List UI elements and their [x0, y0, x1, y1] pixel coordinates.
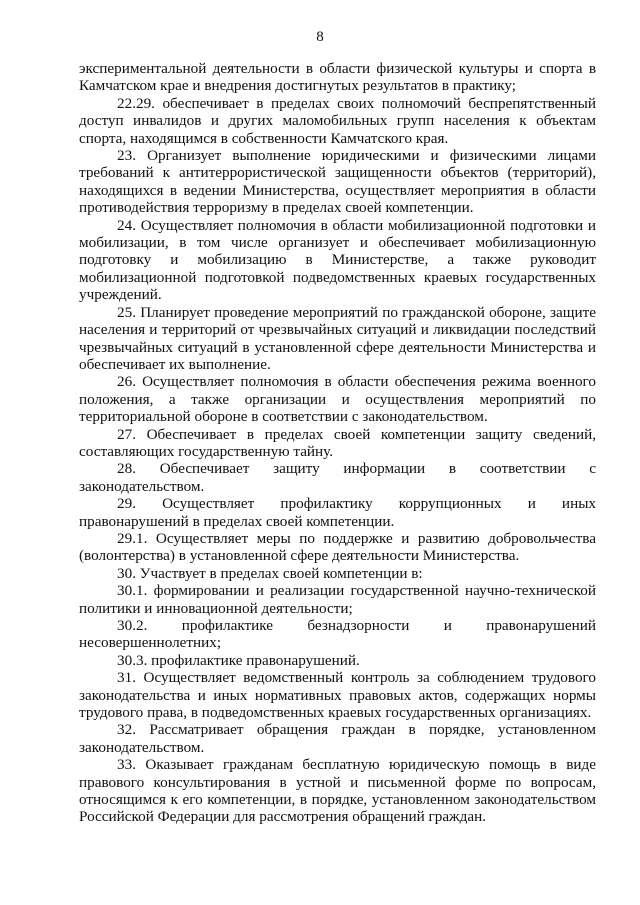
document-body	[79, 60, 596, 826]
paragraph-29: 29. Осуществляет профилактику коррупционных и иных правонарушений в пределах своей компетенции.	[79, 495, 596, 530]
page-number: 8	[316, 29, 324, 45]
paragraph-23: 23. Организует выполнение юридическими и физическими лицами требований к антитеррористической защищенности объектов (территорий), находящихся в ведении Министерства, осуществляет мероприятия в области противодействия терроризму в пределах своей компетенции.	[79, 147, 596, 217]
paragraph-22-29: 22.29. обеспечивает в пределах своих полномочий беспрепятственный доступ инвалидов и других маломобильных групп населения к объектам спорта, находящимся в собственности Камчатского края.	[79, 94, 596, 147]
paragraph-28: 28. Обеспечивает защиту информации в соответствии с законодательством.	[79, 460, 596, 495]
paragraph-30-1: 30.1. формировании и реализации государственной научно-технической политики и инновационной деятельности;	[79, 582, 596, 617]
paragraph-26: 26. Осуществляет полномочия в области обеспечения режима военного положения, а также организации и осуществления мероприятий по территориальной обороне в соответствии с законодательством.	[79, 373, 596, 426]
paragraph-30: 30. Участвует в пределах своей компетенции в:	[117, 564, 423, 582]
paragraph-30-2: 30.2. профилактике безнадзорности и правонарушений несовершеннолетних;	[79, 617, 596, 652]
paragraph-27: 27. Обеспечивает в пределах своей компетенции защиту сведений, составляющих государственную тайну.	[79, 425, 596, 460]
paragraph-32: 32. Рассматривает обращения граждан в порядке, установленном законодательством.	[79, 721, 596, 756]
paragraph-31: 31. Осуществляет ведомственный контроль за соблюдением трудового законодательства и иных нормативных правовых актов, содержащих нормы трудового права, в подведомственных краевых государственных организациях.	[79, 669, 596, 722]
paragraph-continuation: экспериментальной деятельности в области физической культуры и спорта в Камчатском крае и внедрения достигнутых результатов в практику;	[79, 60, 596, 95]
paragraph-29-1: 29.1. Осуществляет меры по поддержке и развитию добровольчества (волонтерства) в установленной сфере деятельности Министерства.	[79, 529, 596, 565]
paragraph-24: 24. Осуществляет полномочия в области мобилизационной подготовки и мобилизации, в том числе организует и обеспечивает мобилизационную подготовку и мобилизацию в Министерстве, а также руководит мобилизационной подготовкой подведомственных краевых государственных учреждений.	[79, 216, 596, 304]
paragraph-33: 33. Оказывает гражданам бесплатную юридическую помощь в виде правового консультирования в устной и письменной форме по вопросам, относящимся к его компетенции, в порядке, установленном законодательством Российской Федерации для рассмотрения обращений граждан.	[79, 756, 596, 826]
paragraph-30-3: 30.3. профилактике правонарушений.	[117, 651, 360, 669]
paragraph-25: 25. Планирует проведение мероприятий по гражданской обороне, защите населения и территорий от чрезвычайных ситуаций и ликвидации последствий чрезвычайных ситуаций в установленной сфере деятельности Министерства и обеспечивает их выполнение.	[79, 303, 596, 373]
